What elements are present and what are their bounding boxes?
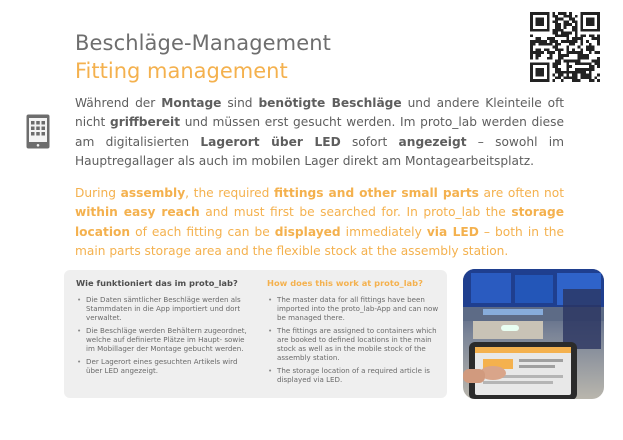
tablet-storage-photo — [463, 269, 604, 399]
list-item: • The fittings are assigned to containers which are booked to defined locations in the main stock as well as in the mobile stock of the assembly station. — [267, 326, 445, 362]
how-it-works-english — [267, 278, 445, 388]
list-item: • Der Lagerort eines gesuchten Artikels wird über LED angezeigt. — [76, 357, 254, 375]
how-it-works-box — [64, 270, 447, 398]
qr-code-icon — [530, 12, 600, 82]
list-item: • The storage location of a required article is displayed via LED. — [267, 366, 445, 384]
title-english: Fitting management — [75, 59, 288, 83]
list-item: • The master data for all fittings have been imported into the proto_lab-App and can now be managed there. — [267, 295, 445, 322]
how-it-works-german — [76, 278, 254, 379]
how-heading-german: Wie funktioniert das im proto_lab? — [76, 278, 238, 288]
title-german: Beschläge-Management — [75, 31, 331, 55]
tablet-icon — [26, 114, 50, 149]
intro-paragraph-english: During assembly, the required fittings and other small parts are often not within easy reach and must first be searched for. In proto_lab the storage location of each fitting can be displayed immediately via LED – both in the main parts storage area and the flexible stock at the assembly station. — [75, 186, 565, 259]
intro-paragraph-german: Während der Montage sind benötigte Beschläge und andere Kleinteile oft nicht griffbereit und müssen erst gesucht werden. Im proto_lab werden diese am digitalisierten Lagerort über LED sofort angezeigt – sowohl im Hauptregallager als auch im mobilen Lager direkt am Montagearbeitsplatz. — [75, 96, 564, 169]
how-heading-english: How does this work at proto_lab? — [267, 278, 423, 288]
list-item: • Die Daten sämtlicher Beschläge werden als Stammdaten in die App importiert und dort verwaltet. — [76, 295, 254, 322]
list-item: • Die Beschläge werden Behältern zugeordnet, welche auf definierte Plätze im Haupt- sowie im Mobillager der Montage gebucht werden. — [76, 326, 254, 353]
